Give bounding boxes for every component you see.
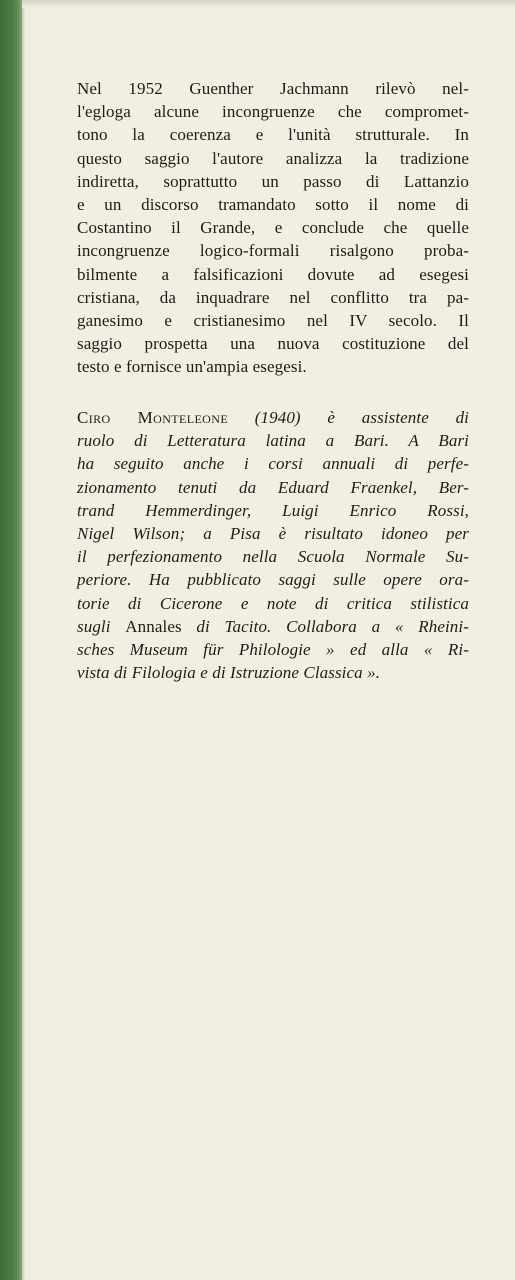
bio-line: trand Hemmerdinger, Luigi Enrico Rossi, xyxy=(77,500,469,520)
synopsis-line: Costantino il Grande, e conclude che quelle xyxy=(77,218,469,238)
bio-line: torie di Cicerone e note di critica stilistica xyxy=(77,593,469,613)
book-synopsis xyxy=(77,77,469,379)
bio-line: sches Museum für Philologie » ed alla « Ri- xyxy=(77,640,469,660)
author-biography xyxy=(77,406,469,684)
bio-line: il perfezionamento nella Scuola Normale Su- xyxy=(77,547,469,567)
author-name: Ciro Monteleone xyxy=(77,408,229,427)
bio-line: zionamento tenuti da Eduard Fraenkel, Ber- xyxy=(77,477,469,497)
page-gutter-shadow xyxy=(22,0,25,1280)
bio-line-text: di Tacito. Collabora a « Rheini- xyxy=(181,616,469,636)
synopsis-line: bilmente a falsificazioni dovute ad esegesi xyxy=(77,264,469,284)
page-top-edge xyxy=(22,0,515,8)
synopsis-line: incongruenze logico-formali risalgono proba- xyxy=(77,241,469,261)
synopsis-line: questo saggio l'autore analizza la tradizione xyxy=(77,148,469,168)
bio-line: vista di Filologia e di Istruzione Classica ». xyxy=(77,663,381,683)
book-spine-edge xyxy=(0,0,22,1280)
synopsis-line: indiretta, soprattutto un passo di Lattanzio xyxy=(77,171,469,191)
synopsis-line: Nel 1952 Guenther Jachmann rilevò nel- xyxy=(77,79,469,98)
synopsis-line: tono la coerenza e l'unità strutturale. In xyxy=(77,125,469,145)
synopsis-line: cristiana, da inquadrare nel conflitto tra pa- xyxy=(77,287,469,307)
bio-line: periore. Ha pubblicato saggi sulle opere ora- xyxy=(77,570,469,590)
synopsis-line: testo e fornisce un'ampia esegesi. xyxy=(77,357,307,377)
synopsis-line: saggio prospetta una nuova costituzione del xyxy=(77,334,469,354)
synopsis-line: e un discorso tramandato sotto il nome di xyxy=(77,195,469,215)
work-title-annales: Annales xyxy=(125,616,182,636)
synopsis-line: l'egloga alcune incongruenze che compromet- xyxy=(77,102,469,122)
bio-line: ha seguito anche i corsi annuali di perfe- xyxy=(77,454,469,474)
bio-line: Nigel Wilson; a Pisa è risultato idoneo per xyxy=(77,524,469,544)
bio-line-text: (1940) è assistente di xyxy=(228,408,470,427)
bio-line-text: sugli xyxy=(77,616,126,636)
bio-line: ruolo di Letteratura latina a Bari. A Bari xyxy=(77,431,469,451)
bio-line xyxy=(77,615,469,638)
bio-line xyxy=(77,406,469,429)
synopsis-line: ganesimo e cristianesimo nel IV secolo. Il xyxy=(77,311,469,331)
